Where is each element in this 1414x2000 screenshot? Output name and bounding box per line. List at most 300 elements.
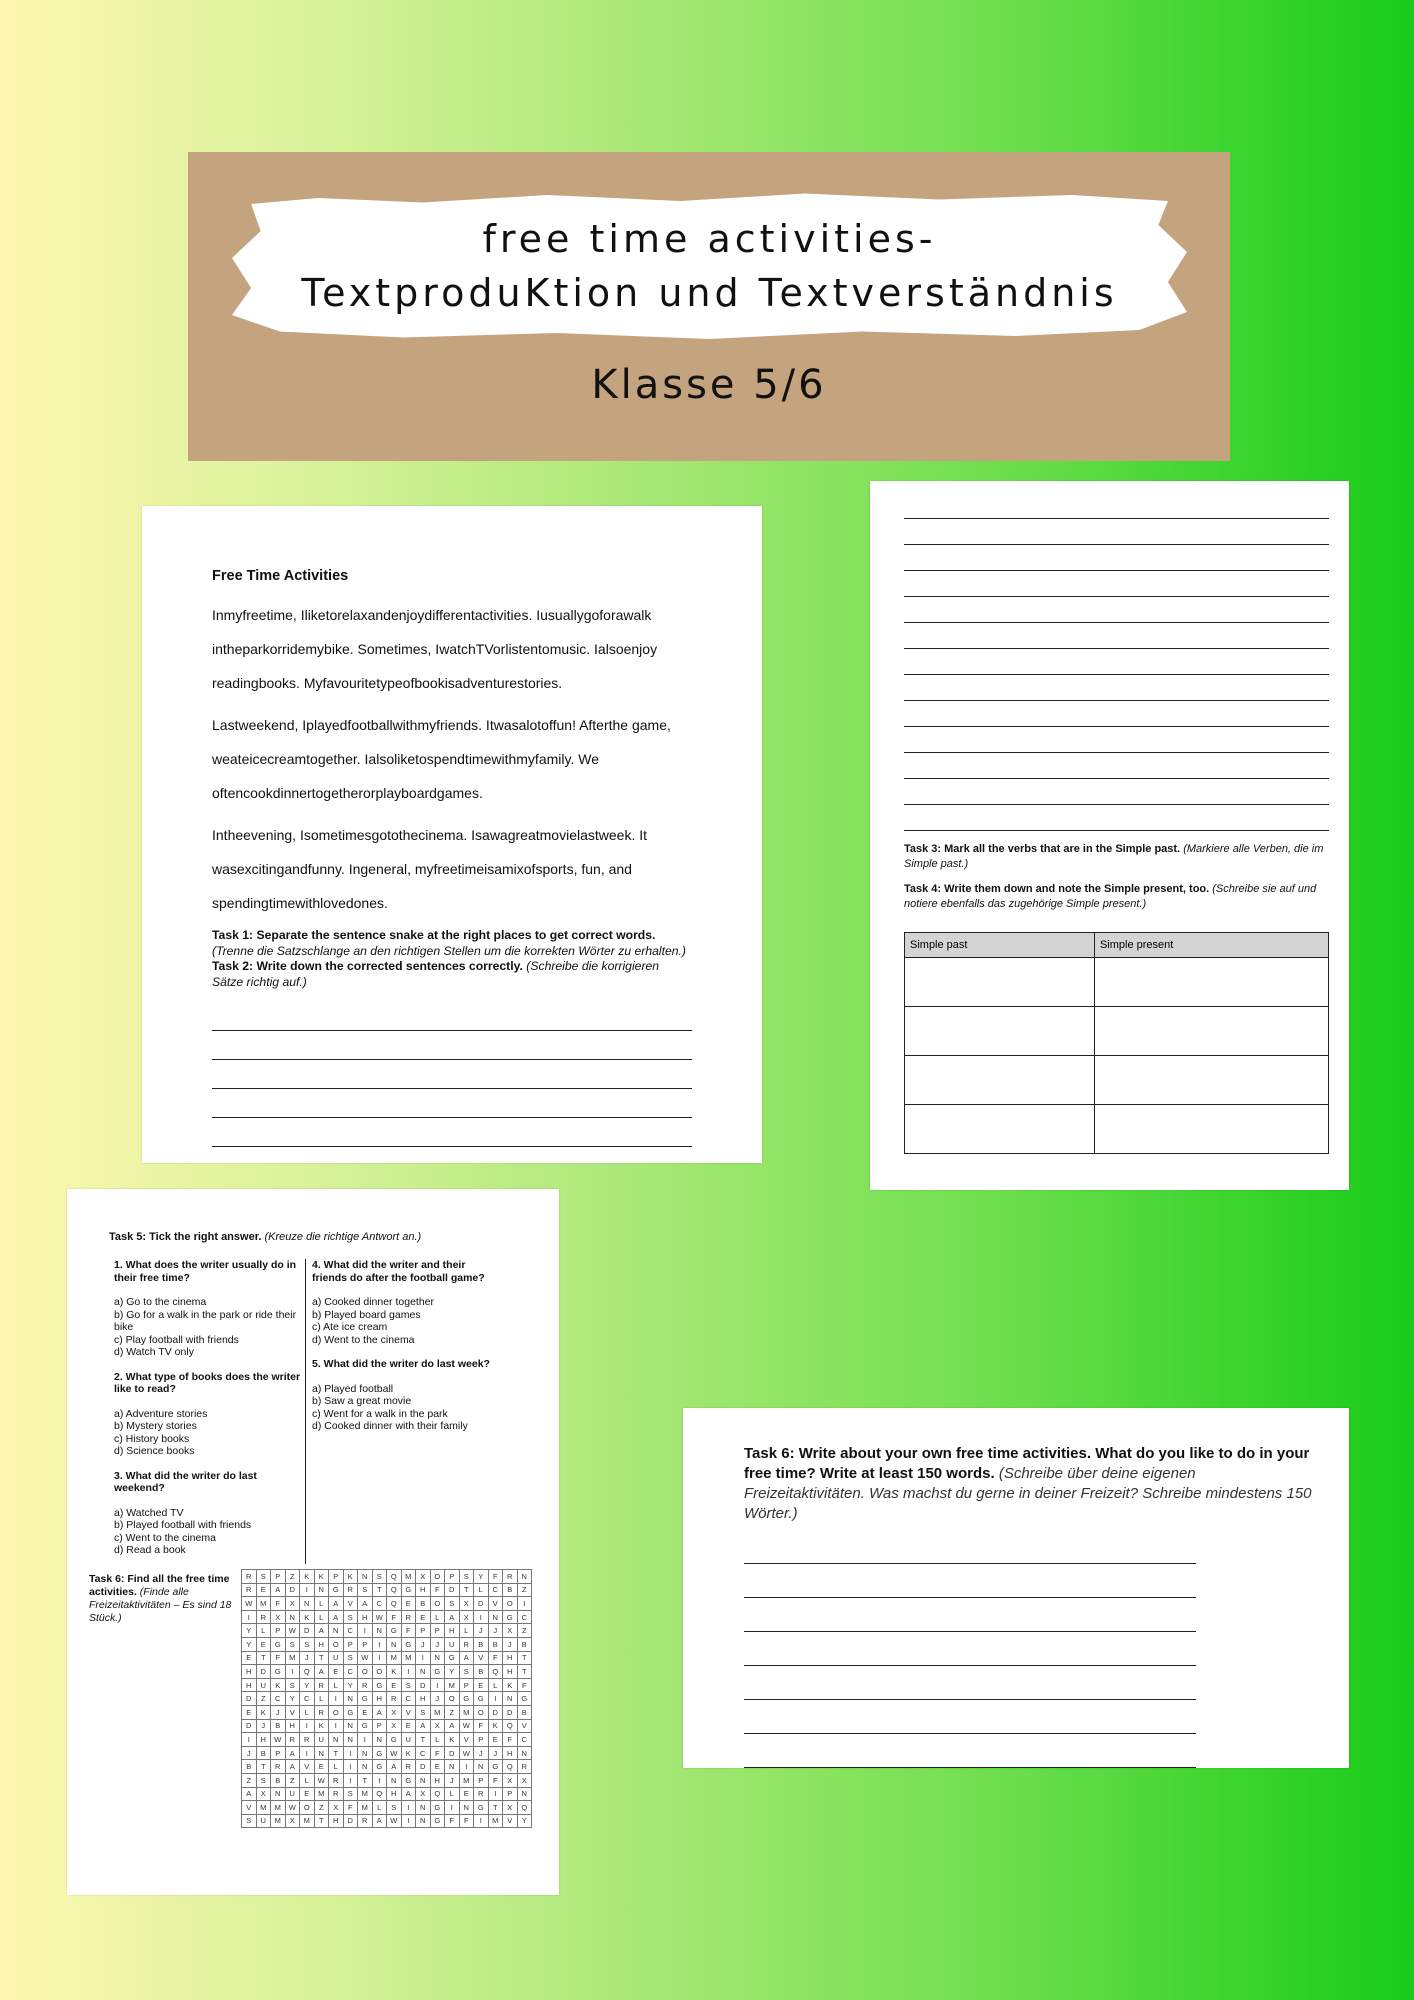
grid-letter: F bbox=[488, 1651, 503, 1665]
grid-letter: J bbox=[300, 1651, 315, 1665]
grid-letter: Q bbox=[517, 1801, 532, 1815]
grid-letter: G bbox=[517, 1692, 532, 1706]
grid-letter: R bbox=[314, 1705, 329, 1719]
grid-letter: M bbox=[430, 1705, 445, 1719]
grid-letter: A bbox=[314, 1624, 329, 1638]
answer-option: a) Played football bbox=[312, 1382, 394, 1395]
grid-letter: R bbox=[285, 1733, 300, 1747]
grid-letter: K bbox=[314, 1719, 329, 1733]
writing-line bbox=[744, 1734, 1196, 1768]
writing-line bbox=[904, 779, 1329, 805]
grid-letter: O bbox=[329, 1705, 344, 1719]
answer-option: d) Watch TV only bbox=[114, 1346, 194, 1358]
grid-letter: N bbox=[358, 1570, 373, 1584]
grid-letter: E bbox=[430, 1760, 445, 1774]
grid-letter: A bbox=[372, 1705, 387, 1719]
grid-row bbox=[242, 1733, 532, 1747]
answer-option: a) Go to the cinema bbox=[114, 1296, 207, 1308]
grid-letter: O bbox=[503, 1597, 518, 1611]
grid-letter: E bbox=[358, 1705, 373, 1719]
grid-letter: B bbox=[517, 1705, 532, 1719]
grid-letter: H bbox=[372, 1692, 387, 1706]
grid-letter: E bbox=[459, 1787, 474, 1801]
grid-letter: N bbox=[285, 1610, 300, 1624]
grid-row bbox=[242, 1583, 532, 1597]
writing-line bbox=[744, 1666, 1196, 1700]
grid-letter: R bbox=[300, 1733, 315, 1747]
grid-letter: W bbox=[459, 1719, 474, 1733]
grid-letter: K bbox=[256, 1705, 271, 1719]
grid-letter: C bbox=[517, 1610, 532, 1624]
grid-letter: X bbox=[517, 1773, 532, 1787]
grid-letter: Q bbox=[387, 1570, 402, 1584]
grid-letter: N bbox=[416, 1801, 431, 1815]
story-paragraph: Intheevening, Isometimesgotothecinema. Isawagreatmovielastweek. It wasexcitingandfunny. Ingeneral, myfreetimeisamixofsports, fun, and spendingtimewithlovedones. bbox=[212, 827, 648, 911]
grid-letter: A bbox=[358, 1597, 373, 1611]
table-cell bbox=[905, 1056, 1095, 1105]
grid-letter: H bbox=[285, 1719, 300, 1733]
grid-letter: R bbox=[256, 1610, 271, 1624]
grid-letter: T bbox=[256, 1760, 271, 1774]
grid-letter: P bbox=[271, 1624, 286, 1638]
grid-letter: K bbox=[503, 1678, 518, 1692]
grid-letter: J bbox=[242, 1746, 257, 1760]
writing-line bbox=[904, 805, 1329, 831]
grid-letter: T bbox=[459, 1583, 474, 1597]
grid-letter: N bbox=[503, 1692, 518, 1706]
task6-writing-bold: Task 6: Write about your own free time activities. What do you like to do in your free time? Write at least 150 words. bbox=[744, 1445, 1310, 1482]
grid-letter: H bbox=[387, 1787, 402, 1801]
grid-letter: R bbox=[242, 1583, 257, 1597]
grid-letter: N bbox=[459, 1801, 474, 1815]
grid-letter: I bbox=[300, 1746, 315, 1760]
writing-line bbox=[904, 519, 1329, 545]
grid-letter: F bbox=[488, 1570, 503, 1584]
grid-row bbox=[242, 1624, 532, 1638]
quiz-question bbox=[114, 1371, 304, 1458]
grid-letter: H bbox=[503, 1746, 518, 1760]
quiz-column-right bbox=[312, 1259, 502, 1445]
writing-line bbox=[212, 1002, 692, 1031]
grid-row bbox=[242, 1773, 532, 1787]
table-cell bbox=[905, 958, 1095, 1007]
grid-letter: A bbox=[372, 1814, 387, 1828]
grid-letter: W bbox=[271, 1733, 286, 1747]
grid-letter: L bbox=[488, 1678, 503, 1692]
grid-letter: W bbox=[372, 1610, 387, 1624]
grid-letter: Y bbox=[242, 1624, 257, 1638]
grid-letter: N bbox=[372, 1733, 387, 1747]
grid-letter: L bbox=[314, 1597, 329, 1611]
grid-letter: E bbox=[256, 1583, 271, 1597]
grid-letter: R bbox=[271, 1760, 286, 1774]
grid-letter: O bbox=[329, 1637, 344, 1651]
grid-letter: P bbox=[271, 1570, 286, 1584]
grid-letter: P bbox=[358, 1637, 373, 1651]
grid-letter: J bbox=[416, 1637, 431, 1651]
grid-letter: Q bbox=[387, 1597, 402, 1611]
grid-letter: X bbox=[503, 1624, 518, 1638]
grid-letter: E bbox=[314, 1760, 329, 1774]
grid-letter: I bbox=[474, 1814, 489, 1828]
grid-letter: M bbox=[256, 1801, 271, 1815]
grid-letter: I bbox=[401, 1801, 416, 1815]
grid-letter: A bbox=[445, 1610, 460, 1624]
grid-letter: V bbox=[474, 1651, 489, 1665]
writing-line bbox=[904, 545, 1329, 571]
grid-letter: F bbox=[271, 1597, 286, 1611]
grid-letter: Z bbox=[517, 1583, 532, 1597]
banner-title-line1: free time activities- bbox=[482, 217, 937, 261]
grid-letter: A bbox=[445, 1719, 460, 1733]
grid-letter: I bbox=[343, 1773, 358, 1787]
banner-title-line2: TextproduKtion und Textverständnis bbox=[301, 271, 1118, 315]
grid-letter: M bbox=[459, 1773, 474, 1787]
grid-letter: F bbox=[271, 1651, 286, 1665]
writing-line bbox=[212, 1060, 692, 1089]
grid-letter: Q bbox=[503, 1760, 518, 1774]
column-header-simple-present: Simple present bbox=[1094, 933, 1328, 958]
grid-letter: G bbox=[358, 1692, 373, 1706]
answer-option: c) Went for a walk in the park bbox=[312, 1407, 448, 1420]
worksheet-page-verbs bbox=[870, 481, 1349, 1190]
answer-option: d) Read a book bbox=[114, 1544, 186, 1556]
grid-letter: Y bbox=[242, 1637, 257, 1651]
table-cell bbox=[1094, 1056, 1328, 1105]
grid-letter: I bbox=[358, 1624, 373, 1638]
answer-option: d) Went to the cinema bbox=[312, 1333, 415, 1346]
grid-letter: X bbox=[503, 1801, 518, 1815]
grid-letter: M bbox=[459, 1705, 474, 1719]
grid-letter: S bbox=[285, 1637, 300, 1651]
grid-letter: T bbox=[517, 1665, 532, 1679]
table-cell bbox=[1094, 1105, 1328, 1154]
task5-instruction bbox=[109, 1231, 421, 1243]
grid-letter: I bbox=[372, 1651, 387, 1665]
task6-wordsearch-instruction bbox=[89, 1573, 239, 1625]
grid-letter: F bbox=[445, 1814, 460, 1828]
grid-letter: I bbox=[430, 1678, 445, 1692]
answer-option: b) Mystery stories bbox=[114, 1420, 197, 1432]
grid-row bbox=[242, 1665, 532, 1679]
grid-letter: D bbox=[488, 1705, 503, 1719]
grid-letter: V bbox=[300, 1760, 315, 1774]
grid-letter: F bbox=[430, 1746, 445, 1760]
grid-letter: P bbox=[416, 1624, 431, 1638]
grid-letter: E bbox=[329, 1665, 344, 1679]
writing-line bbox=[904, 727, 1329, 753]
task3-bold: Task 3: Mark all the verbs that are in the Simple past. bbox=[904, 843, 1181, 855]
grid-letter: I bbox=[343, 1760, 358, 1774]
grid-letter: X bbox=[285, 1814, 300, 1828]
grid-letter: T bbox=[416, 1733, 431, 1747]
grid-letter: A bbox=[416, 1719, 431, 1733]
grid-letter: N bbox=[314, 1583, 329, 1597]
grid-letter: L bbox=[300, 1773, 315, 1787]
writing-line bbox=[904, 571, 1329, 597]
grid-letter: C bbox=[488, 1583, 503, 1597]
grid-letter: N bbox=[358, 1760, 373, 1774]
answer-option: b) Go for a walk in the park or ride their bike bbox=[114, 1308, 297, 1333]
grid-letter: O bbox=[445, 1692, 460, 1706]
grid-letter: C bbox=[401, 1692, 416, 1706]
grid-letter: G bbox=[430, 1801, 445, 1815]
grid-letter: F bbox=[401, 1624, 416, 1638]
grid-letter: R bbox=[358, 1678, 373, 1692]
grid-letter: B bbox=[474, 1637, 489, 1651]
grid-letter: P bbox=[430, 1624, 445, 1638]
grid-letter: N bbox=[416, 1665, 431, 1679]
grid-letter: K bbox=[271, 1678, 286, 1692]
task6-bold: Task 6: Find all the free time activities. bbox=[89, 1573, 230, 1598]
grid-letter: J bbox=[503, 1637, 518, 1651]
grid-letter: R bbox=[242, 1570, 257, 1584]
grid-letter: G bbox=[271, 1637, 286, 1651]
grid-letter: Q bbox=[300, 1665, 315, 1679]
grid-letter: C bbox=[300, 1692, 315, 1706]
table-row bbox=[905, 1105, 1329, 1154]
grid-letter: J bbox=[430, 1637, 445, 1651]
grid-letter: N bbox=[329, 1733, 344, 1747]
grid-letter: T bbox=[372, 1583, 387, 1597]
grid-letter: T bbox=[314, 1814, 329, 1828]
grid-letter: Z bbox=[445, 1705, 460, 1719]
grid-letter: G bbox=[329, 1583, 344, 1597]
grid-letter: G bbox=[387, 1624, 402, 1638]
grid-letter: I bbox=[329, 1719, 344, 1733]
grid-letter: E bbox=[256, 1637, 271, 1651]
grid-letter: R bbox=[401, 1760, 416, 1774]
grid-letter: O bbox=[430, 1570, 445, 1584]
writing-line bbox=[212, 1089, 692, 1118]
grid-letter: P bbox=[474, 1733, 489, 1747]
grid-letter: R bbox=[387, 1692, 402, 1706]
grid-letter: D bbox=[300, 1624, 315, 1638]
grid-letter: T bbox=[256, 1651, 271, 1665]
grid-letter: S bbox=[343, 1787, 358, 1801]
grid-letter: K bbox=[488, 1719, 503, 1733]
grid-letter: S bbox=[401, 1678, 416, 1692]
grid-letter: D bbox=[416, 1678, 431, 1692]
grid-letter: U bbox=[329, 1651, 344, 1665]
grid-letter: T bbox=[517, 1651, 532, 1665]
answer-option: b) Played football with friends bbox=[114, 1519, 252, 1531]
verb-table bbox=[904, 932, 1329, 1154]
grid-letter: E bbox=[242, 1651, 257, 1665]
grid-letter: H bbox=[503, 1665, 518, 1679]
grid-letter: Z bbox=[256, 1692, 271, 1706]
grid-letter: J bbox=[474, 1746, 489, 1760]
grid-letter: L bbox=[474, 1583, 489, 1597]
grid-letter: I bbox=[517, 1597, 532, 1611]
grid-letter: G bbox=[488, 1760, 503, 1774]
grid-letter: L bbox=[314, 1692, 329, 1706]
grid-letter: H bbox=[503, 1651, 518, 1665]
grid-letter: P bbox=[459, 1678, 474, 1692]
task4-italic: (Schreibe sie auf und notiere ebenfalls das zugehörige Simple present.) bbox=[904, 883, 1317, 910]
grid-letter: R bbox=[401, 1610, 416, 1624]
grid-letter: N bbox=[474, 1760, 489, 1774]
grid-letter: V bbox=[503, 1814, 518, 1828]
column-header-simple-past: Simple past bbox=[905, 933, 1095, 958]
grid-letter: M bbox=[387, 1651, 402, 1665]
grid-letter: X bbox=[430, 1719, 445, 1733]
worksheet-page-quiz bbox=[67, 1189, 559, 1895]
grid-letter: T bbox=[314, 1651, 329, 1665]
grid-letter: N bbox=[387, 1773, 402, 1787]
grid-letter: Q bbox=[372, 1787, 387, 1801]
grid-letter: B bbox=[271, 1773, 286, 1787]
writing-line bbox=[744, 1598, 1196, 1632]
grid-letter: V bbox=[459, 1733, 474, 1747]
grid-letter: U bbox=[256, 1678, 271, 1692]
grid-letter: M bbox=[488, 1814, 503, 1828]
grid-letter: M bbox=[401, 1570, 416, 1584]
grid-letter: U bbox=[401, 1733, 416, 1747]
table-cell bbox=[905, 1105, 1095, 1154]
grid-letter: H bbox=[329, 1814, 344, 1828]
task4-instruction bbox=[904, 882, 1334, 912]
grid-letter: F bbox=[430, 1583, 445, 1597]
writing-line bbox=[904, 701, 1329, 727]
answer-option: d) Cooked dinner with their family bbox=[312, 1420, 468, 1432]
grid-letter: U bbox=[314, 1733, 329, 1747]
grid-letter: I bbox=[445, 1801, 460, 1815]
task6-writing-instruction bbox=[744, 1444, 1319, 1524]
writing-line bbox=[212, 1031, 692, 1060]
grid-letter: U bbox=[256, 1814, 271, 1828]
grid-letter: J bbox=[445, 1773, 460, 1787]
grid-letter: S bbox=[372, 1570, 387, 1584]
grid-letter: G bbox=[445, 1651, 460, 1665]
grid-letter: N bbox=[343, 1692, 358, 1706]
grid-letter: Q bbox=[430, 1787, 445, 1801]
grid-letter: B bbox=[271, 1719, 286, 1733]
grid-letter: B bbox=[488, 1637, 503, 1651]
grid-letter: Y bbox=[474, 1570, 489, 1584]
grid-letter: N bbox=[445, 1760, 460, 1774]
grid-letter: K bbox=[387, 1665, 402, 1679]
grid-letter: N bbox=[343, 1719, 358, 1733]
grid-letter: S bbox=[343, 1610, 358, 1624]
table-cell bbox=[905, 1007, 1095, 1056]
story-paragraph: Inmyfreetime, Iliketorelaxandenjoydifferentactivities. Iusuallygoforawalk intheparkorridemybike. Sometimes, IwatchTVorlistentomusic. Ialsoenjoy readingbooks. Myfavouritetypeofbookisadventurestories. bbox=[212, 607, 658, 691]
grid-row bbox=[242, 1746, 532, 1760]
grid-letter: E bbox=[401, 1719, 416, 1733]
grid-letter: I bbox=[329, 1692, 344, 1706]
grid-letter: W bbox=[285, 1624, 300, 1638]
table-cell bbox=[1094, 1007, 1328, 1056]
answer-option: a) Watched TV bbox=[114, 1506, 184, 1519]
grid-letter: Y bbox=[285, 1692, 300, 1706]
grid-letter: F bbox=[459, 1814, 474, 1828]
grid-letter: H bbox=[314, 1637, 329, 1651]
grid-letter: Q bbox=[488, 1665, 503, 1679]
grid-letter: P bbox=[503, 1787, 518, 1801]
quiz-question bbox=[114, 1259, 304, 1359]
grid-letter: O bbox=[372, 1665, 387, 1679]
grid-letter: D bbox=[445, 1746, 460, 1760]
answer-option: c) Play football with friends bbox=[114, 1333, 239, 1346]
grid-letter: N bbox=[416, 1773, 431, 1787]
grid-letter: R bbox=[329, 1787, 344, 1801]
task2-italic: (Schreibe die korrigieren Sätze richtig auf.) bbox=[212, 959, 660, 989]
grid-letter: N bbox=[416, 1814, 431, 1828]
grid-letter: I bbox=[358, 1733, 373, 1747]
grid-letter: E bbox=[300, 1787, 315, 1801]
grid-row bbox=[242, 1610, 532, 1624]
grid-letter: M bbox=[401, 1651, 416, 1665]
grid-letter: P bbox=[372, 1719, 387, 1733]
question-text: 3. What did the writer do last weekend? bbox=[114, 1469, 257, 1494]
grid-letter: S bbox=[256, 1570, 271, 1584]
grid-letter: G bbox=[372, 1746, 387, 1760]
grid-letter: R bbox=[358, 1814, 373, 1828]
grid-letter: E bbox=[401, 1597, 416, 1611]
grid-letter: W bbox=[314, 1773, 329, 1787]
grid-letter: F bbox=[488, 1773, 503, 1787]
grid-letter: G bbox=[474, 1801, 489, 1815]
answer-option: c) Ate ice cream bbox=[312, 1321, 388, 1333]
grid-letter: D bbox=[474, 1597, 489, 1611]
grid-letter: U bbox=[285, 1787, 300, 1801]
grid-letter: C bbox=[343, 1624, 358, 1638]
question-text: 5. What did the writer do last week? bbox=[312, 1358, 490, 1370]
grid-letter: N bbox=[430, 1651, 445, 1665]
grid-letter: B bbox=[503, 1583, 518, 1597]
grid-letter: W bbox=[459, 1746, 474, 1760]
grid-letter: Y bbox=[343, 1678, 358, 1692]
grid-letter: N bbox=[488, 1610, 503, 1624]
grid-letter: C bbox=[372, 1597, 387, 1611]
grid-letter: M bbox=[300, 1814, 315, 1828]
grid-letter: I bbox=[372, 1773, 387, 1787]
grid-letter: X bbox=[329, 1801, 344, 1815]
grid-letter: S bbox=[387, 1801, 402, 1815]
grid-letter: R bbox=[517, 1760, 532, 1774]
grid-letter: G bbox=[401, 1583, 416, 1597]
grid-letter: X bbox=[416, 1787, 431, 1801]
grid-letter: E bbox=[387, 1678, 402, 1692]
grid-letter: I bbox=[343, 1746, 358, 1760]
grid-letter: L bbox=[445, 1787, 460, 1801]
task5-italic: (Kreuze die richtige Antwort an.) bbox=[264, 1231, 422, 1243]
grid-letter: M bbox=[285, 1651, 300, 1665]
grid-letter: N bbox=[343, 1733, 358, 1747]
grid-letter: Y bbox=[300, 1678, 315, 1692]
column-divider bbox=[305, 1259, 306, 1564]
task2-bold: Task 2: Write down the corrected sentences correctly. bbox=[212, 959, 523, 973]
grid-letter: L bbox=[430, 1733, 445, 1747]
task3-instruction bbox=[904, 842, 1334, 872]
grid-letter: W bbox=[387, 1814, 402, 1828]
answer-option: d) Science books bbox=[114, 1445, 195, 1457]
grid-letter: A bbox=[387, 1760, 402, 1774]
grid-letter: U bbox=[445, 1637, 460, 1651]
question-text: 1. What does the writer usually do in their free time? bbox=[114, 1259, 297, 1284]
grid-letter: Z bbox=[285, 1773, 300, 1787]
grid-letter: H bbox=[358, 1610, 373, 1624]
writing-lines bbox=[904, 493, 1329, 831]
worksheet-page-story bbox=[142, 506, 762, 1163]
grid-letter: R bbox=[474, 1787, 489, 1801]
word-search-grid bbox=[241, 1569, 532, 1828]
grid-letter: G bbox=[430, 1665, 445, 1679]
quiz-question bbox=[114, 1470, 304, 1557]
grid-letter: I bbox=[488, 1787, 503, 1801]
task6-writing-italic: (Schreibe über deine eigenen Freizeitaktivitäten. Was machst du gerne in deiner Freizeit? Schreibe mindestens 150 Wörter.) bbox=[744, 1465, 1312, 1522]
grid-letter: Q bbox=[503, 1719, 518, 1733]
